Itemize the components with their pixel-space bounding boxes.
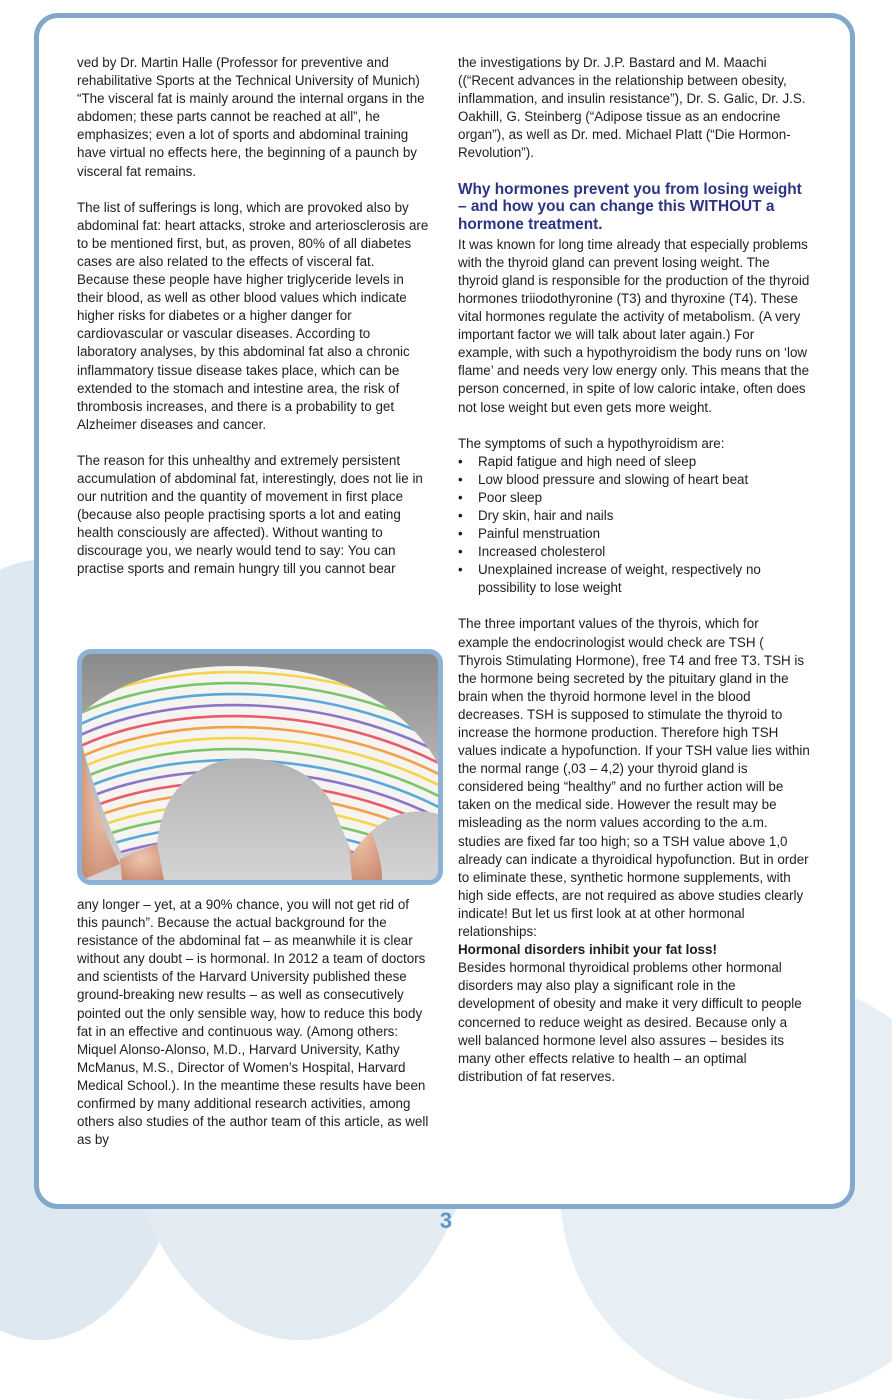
symptom-item: • Rapid fatigue and high need of sleep <box>458 453 810 471</box>
left-column-continued <box>77 896 429 1149</box>
left-paragraph-4: any longer – yet, at a 90% chance, you will not get rid of this paunch”. Because the actual background for the resistance of the abdominal fat – as meanwhile it is clear without any doubt – is hormonal. In 2012 a team of doctors and scientists of the Harvard University published these ground-breaking new results – as well as consecutively pointed out the only sensible way, how to reduce this body fat in an effective and continuous way. (Among others: Miquel Alonso-Alonso, M.D., Harvard University, Kathy McManus, M.S., Director of Women’s Hospital, Harvard Medical School.). In the meantime these results have been confirmed by many additional research activities, among others also studies of the author team of this article, as well as by <box>77 897 429 1148</box>
left-column <box>77 54 429 579</box>
left-paragraph-3: The reason for this unhealthy and extremely persistent accumulation of abdominal fat, interestingly, does not lie in our nutrition and the quantity of movement in first place (because also people practising sports a lot and eating health consciously are affected). Without wanting to discourage you, we nearly would tend to say: You can practise sports and remain hungry till you cannot bear <box>77 452 423 577</box>
symptom-item: • Painful menstruation <box>458 525 810 543</box>
right-column <box>458 54 810 1086</box>
symptom-item: • Poor sleep <box>458 489 810 507</box>
left-paragraph-1: ved by Dr. Martin Halle (Professor for preventive and rehabilitative Sports at the Technical University of Munich) “The visceral fat is mainly around the internal organs in the abdomen; these parts cannot be reached at all”, he emphasizes; even a lot of sports and abdominal training have virtual no effects here, the beginning of a paunch by visceral fat remains. <box>77 55 425 179</box>
symptom-item: • Unexplained increase of weight, respectively no possibility to lose weight <box>458 561 810 597</box>
right-paragraph-3: The three important values of the thyrois, which for example the endocrinologist would check are TSH ( Thyrois Stimulating Hormone), free T4 and free T3. TSH is the hormone being secreted by the pituitary gland in the brain when the thyroid hormone level in the blood decreases. TSH is supposed to stimulate the thyroid to increase the hormone production. Therefore high TSH values indicate a hypofunction. If your TSH value lies within the normal range (,03 – 4,2) your thyroid gland is considered being “healthy” and no further action will be taken on the medical side. However the result may be misleading as the norm values according to the a.m. studies are fixed far too high; so a TSH value above 1,0 already can indicate a thyroidical hypofunction. But in order to eliminate these, synthetic hormone supplements, with high side effects, are not required as above studies clearly indicate! But let us first look at at other hormonal relationships: <box>458 616 810 940</box>
left-paragraph-2: The list of sufferings is long, which are provoked also by abdominal fat: heart attacks, stroke and arteriosclerosis are to be mentioned first, but, as proven, 80% of all diabetes cases are also related to the effects of visceral fat. Because these people have higher triglyceride levels in their blood, as well as other blood values which indicate higher risks for diabetes or a higher danger for cardiovascular or vascular diseases. According to laboratory analyses, by this abdominal fat also a chronic inflammatory tissue disease takes place, which can be extended to the stomach and intestine area, the risk of thrombosis increases, and there is a probability to get Alzheimer diseases and cancer. <box>77 199 429 432</box>
symptom-item: • Low blood pressure and slowing of heart beat <box>458 471 810 489</box>
article-photo <box>77 649 443 885</box>
subheading: Hormonal disorders inhibit your fat loss! <box>458 942 717 958</box>
page-number: 3 <box>439 1208 453 1233</box>
symptoms-intro: The symptoms of such a hypothyroidism are: <box>458 435 725 451</box>
striped-underwear-photo-icon <box>82 654 438 880</box>
right-paragraph-1: the investigations by Dr. J.P. Bastard and M. Maachi ((“Recent advances in the relationship between obesity, inflammation, and insulin resistance”), Dr. S. Galic, Dr. J.S. Oakhill, G. Steinberg (“Adipose tissue as an endocrine organ”), as well as Dr. med. Michael Platt (“Die Hormon-Revolution”). <box>458 55 806 161</box>
symptom-item: • Increased cholesterol <box>458 543 810 561</box>
section-heading: Why hormones prevent you from losing weight – and how you can change this WITHOUT a hormone treatment. <box>458 180 802 233</box>
right-paragraph-2: It was known for long time already that especially problems with the thyroid gland can prevent losing weight. The thyroid gland is responsible for the production of the thyroid hormones triiodothyronine (T3) and thyroxine (T4). These vital hormones regulate the activity of metabolism. (A very important factor we will talk about later again.) For example, with such a hypothyroidism the body runs on ‘low flame’ and needs very low energy only. This means that the person concerned, in spite of low caloric intake, often does not lose weight but even gets more weight. <box>458 236 810 415</box>
right-paragraph-4: Besides hormonal thyroidical problems other hormonal disorders may also play a significant role in the development of obesity and make it very difficult to people concerned to reduce weight as desired. Because only a well balanced hormone level also assures – besides its many other effects relative to health – an optimal distribution of fat reserves. <box>458 960 802 1084</box>
symptom-item: • Dry skin, hair and nails <box>458 507 810 525</box>
symptoms-list <box>458 453 810 598</box>
